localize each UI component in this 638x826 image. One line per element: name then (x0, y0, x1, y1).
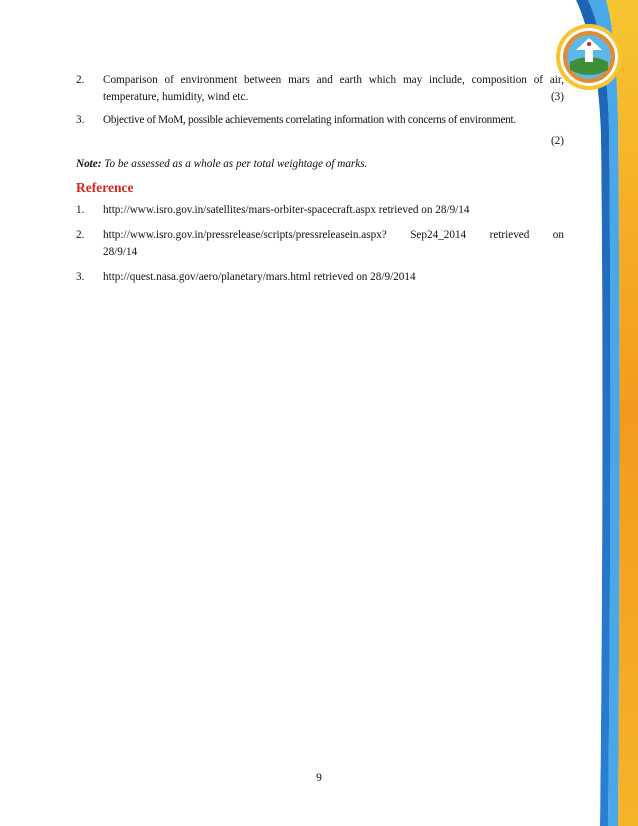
item-text-line-with-marks (103, 89, 564, 106)
reference-link-line: http://www.isro.gov.in/pressrelease/scripts/pressreleasein.aspx? Sep24_2014 retrieved on (103, 229, 564, 241)
school-emblem-icon (554, 22, 624, 92)
item-marks: (2) (550, 135, 564, 147)
note (76, 156, 564, 173)
item-number: 2. (76, 74, 85, 86)
reference-link[interactable]: http://www.isro.gov.in/satellites/mars-orbiter-spacecraft.aspx retrieved on 28/9/14 (103, 204, 470, 216)
reference-number: 2. (76, 229, 85, 241)
reference-link[interactable] (103, 227, 564, 261)
item-text: Objective of MoM, possible achievements correlating information with concerns of environment. (103, 114, 516, 126)
item-marks: (3) (550, 91, 564, 103)
reference-item (76, 269, 564, 286)
note-text: To be assessed as a whole as per total weightage of marks. (104, 158, 368, 170)
item-text-line: Comparison of environment between mars and earth which may include, composition of air, (103, 74, 564, 86)
reference-number: 1. (76, 204, 85, 216)
item-number: 3. (76, 114, 85, 126)
document-body (76, 72, 564, 292)
item-text (103, 72, 564, 106)
reference-number: 3. (76, 271, 85, 283)
reference-heading: Reference (76, 180, 134, 195)
reference-item (76, 227, 564, 261)
page-number: 9 (316, 772, 322, 784)
reference-item (76, 202, 564, 219)
reference-link[interactable]: http://quest.nasa.gov/aero/planetary/mars.html retrieved on 28/9/2014 (103, 271, 416, 283)
reference-link-line: 28/9/14 (103, 246, 138, 258)
question-item (76, 112, 564, 129)
question-item (76, 72, 564, 106)
item-text-line: temperature, humidity, wind etc. (103, 91, 249, 103)
note-label: Note: (76, 158, 102, 170)
